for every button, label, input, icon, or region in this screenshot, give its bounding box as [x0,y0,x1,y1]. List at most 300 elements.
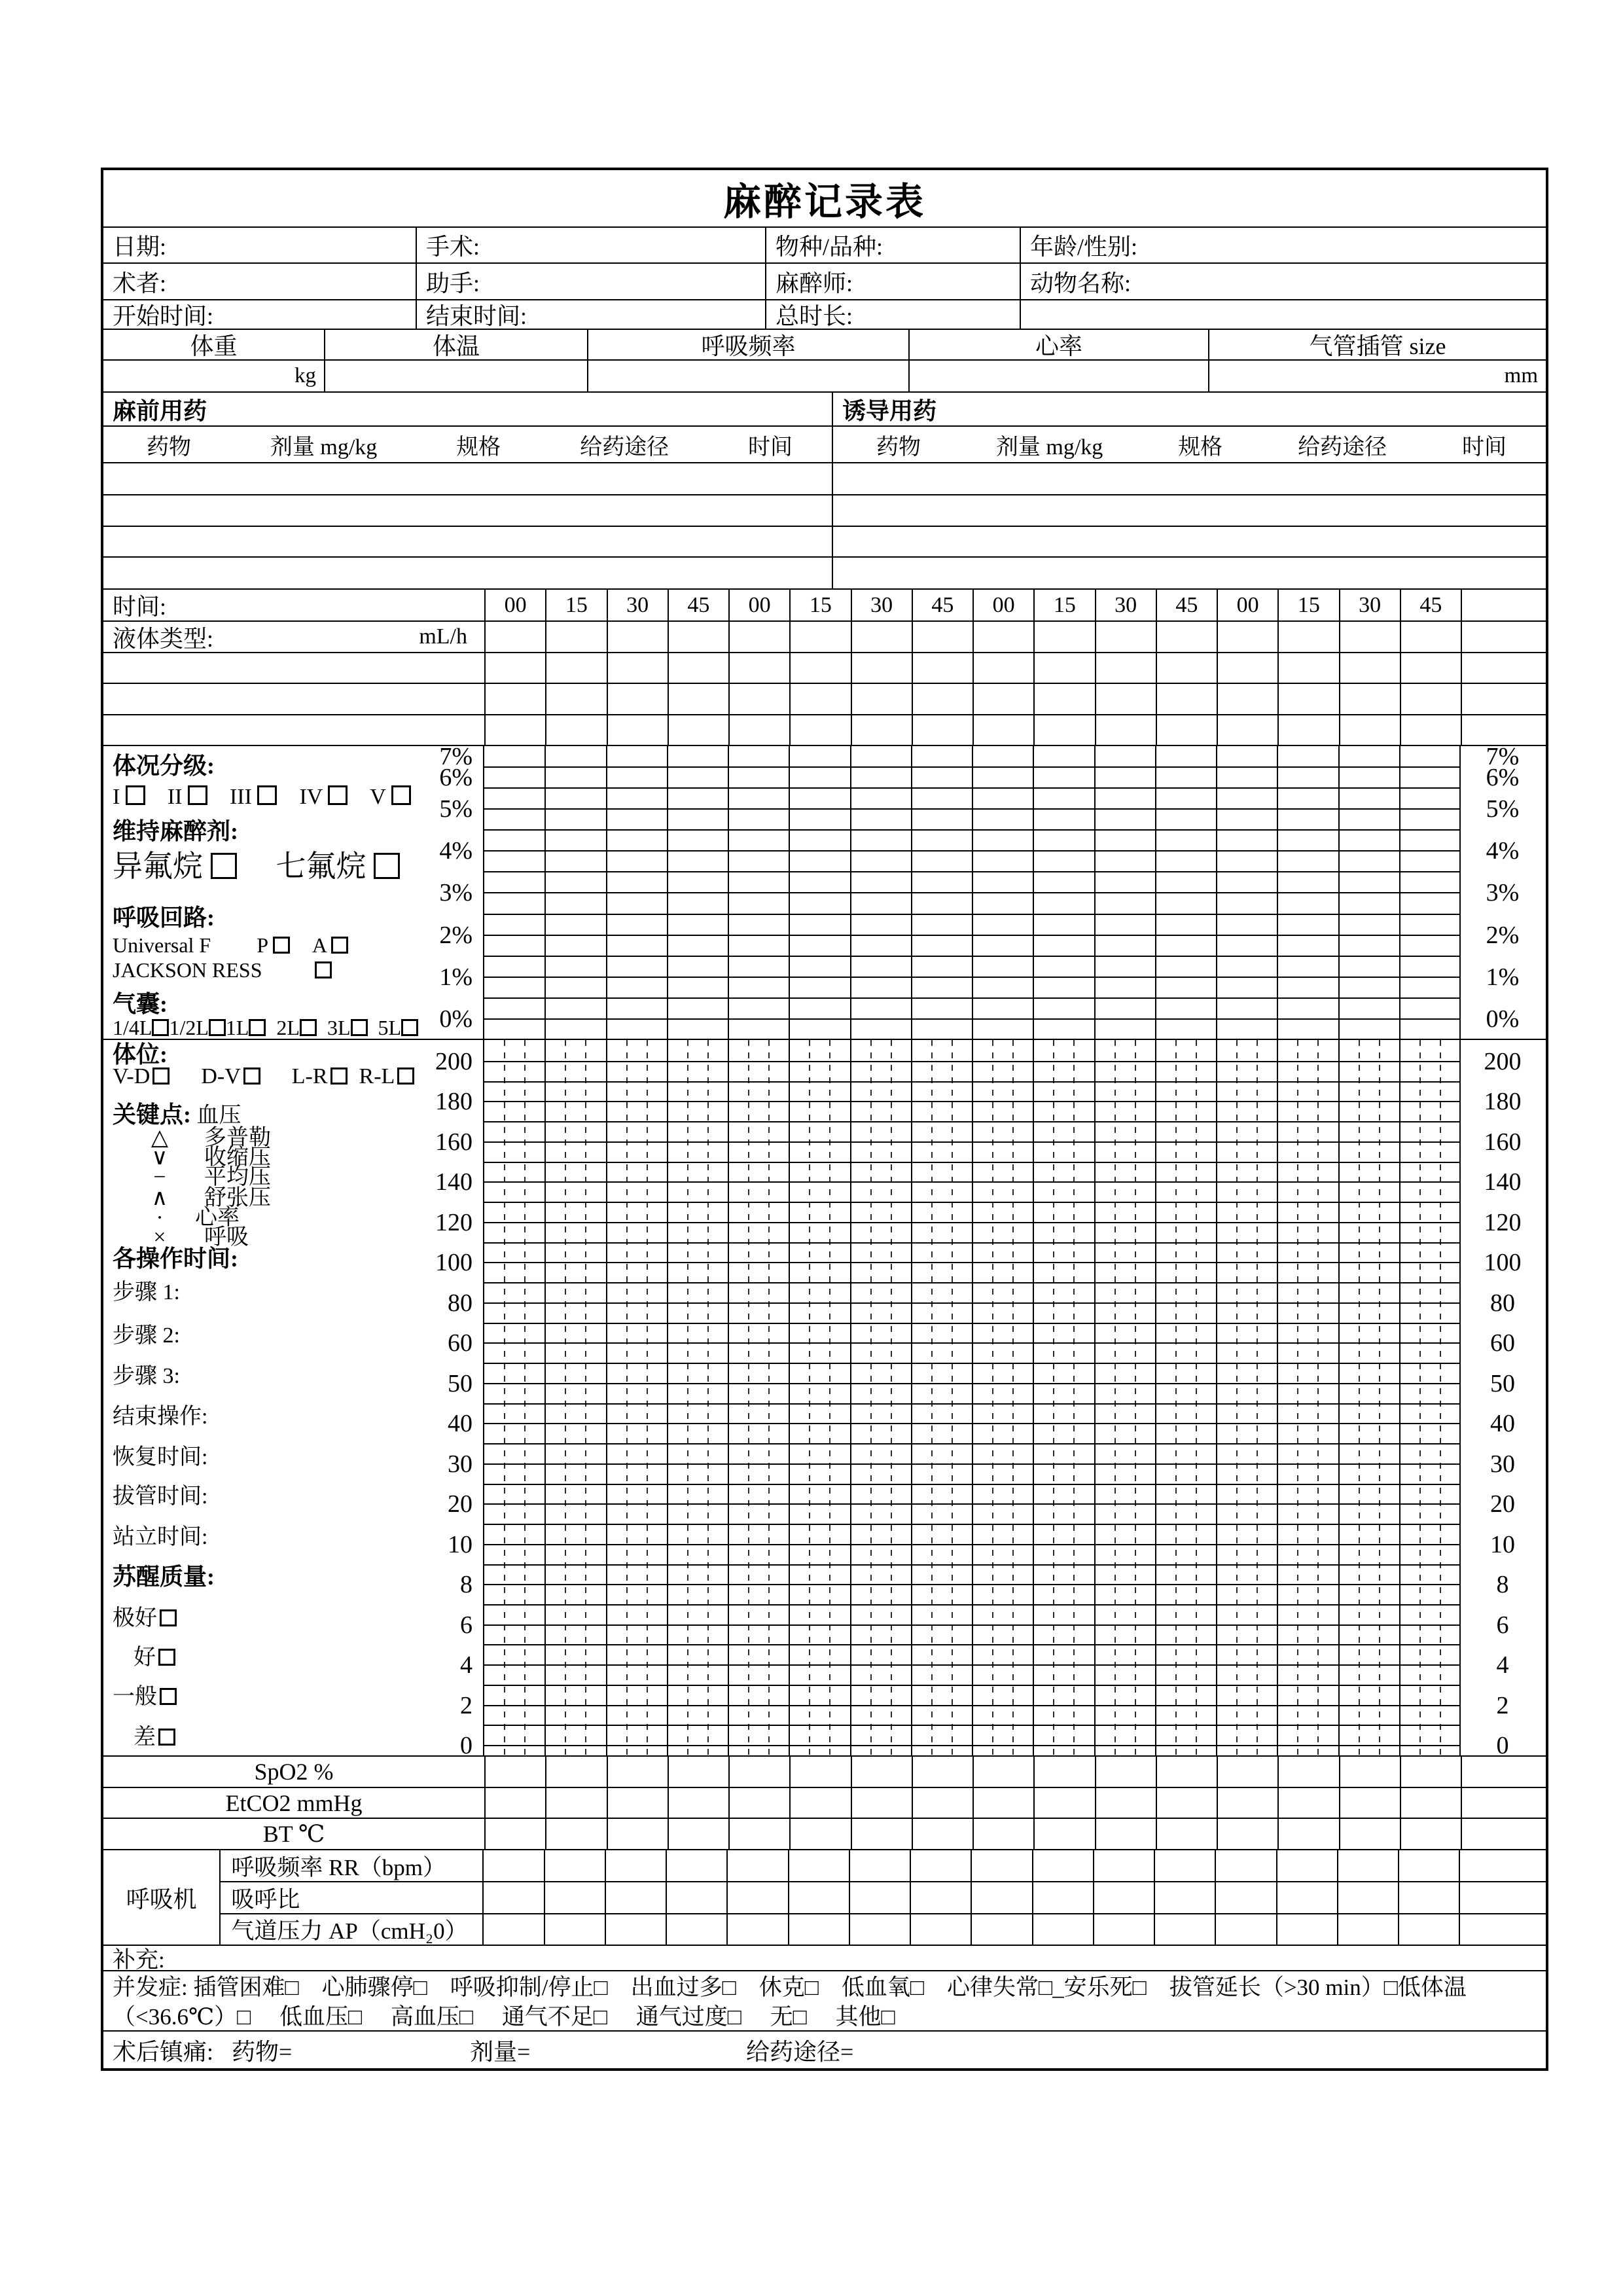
keypoints-label: 关键点: 血压 [113,1102,241,1128]
scale-label: 100 [435,1249,473,1277]
legend-diastolic: ∧ 舒张压 [113,1184,479,1213]
grid-dashed-line [1297,1040,1298,1755]
med-column-header: 剂量 mg/kg [995,435,1103,459]
grid-cell [1277,1757,1338,1787]
scale-label: 40 [1490,1410,1515,1438]
grid-dashed-line [647,1040,648,1755]
grid-cell [1276,1914,1337,1945]
etco2-label: EtCO2 mmHg [225,1789,363,1816]
grid-cell [1033,1757,1094,1787]
analgesia-route-field: 给药途径= [746,2038,854,2065]
grid-cell: 30 [1095,590,1156,620]
scale-label: 10 [1490,1530,1515,1558]
grid-cell [728,1788,789,1818]
grid-line [1094,1040,1096,1755]
scale-label: 7% [439,743,473,770]
circuit-jackson-option: JACKSON RESS [113,956,479,984]
scale-label: 120 [1484,1208,1522,1236]
scale-label: 30 [1490,1450,1515,1478]
spo2-row [103,1757,1546,1788]
grid-cell: 45 [1156,590,1217,620]
grid-line [484,1121,1459,1122]
fluid-type-label: 液体类型: [113,625,214,652]
grid-cell [607,653,668,683]
grid-line [484,1101,1459,1102]
scale-label: 5% [439,795,473,823]
grid-cell [484,684,545,714]
chevron-up-icon: ∧ [151,1186,168,1210]
scale-label: 200 [435,1048,473,1075]
grid-cell [1461,1757,1546,1787]
grid-dashed-line [1012,1040,1014,1755]
grid-cell [1215,1850,1275,1881]
grid-cell [849,1914,910,1945]
grid-cell [851,622,912,652]
grid-dashed-line [768,1040,770,1755]
grid-cell [668,715,728,745]
grid-line [1338,1040,1340,1755]
grid-dashed-line [585,1040,586,1755]
grid-cell [1033,653,1094,683]
heart-rate-value-cell [908,361,1208,391]
grid-cell [1400,622,1461,652]
grid-cell [972,1819,1033,1849]
scale-label: 60 [1490,1329,1515,1357]
grid-cell [484,653,545,683]
grid-cell [851,1788,912,1818]
med-entry-row [103,558,1546,590]
grid-cell: 00 [728,590,789,620]
scale-label: 160 [435,1128,473,1156]
triangle-up-icon: △ [151,1126,169,1150]
grid-line [484,1725,1459,1726]
grid-line [484,1624,1459,1626]
supplement-label: 补充: [113,1946,165,1973]
grid-dashed-line [1135,1040,1136,1755]
dot-icon: · [156,1206,164,1230]
scale-label: 80 [1490,1289,1515,1317]
grid-dashed-line [1257,1040,1258,1755]
scale-label: 3% [439,879,473,906]
grid-cell [666,1914,726,1945]
grid-dashed-line [992,1040,993,1755]
postop-analgesia-row [103,2032,1546,2068]
grid-line [484,956,1459,957]
grid-line [789,1040,790,1755]
recovery-fair-option: 一般 [113,1683,479,1712]
grid-line [484,1081,1459,1083]
temperature-header: 体温 [324,330,587,359]
grid-line [484,787,1459,789]
grid-cell [1277,715,1338,745]
grid-cell [972,622,1033,652]
grid-dashed-line [1053,1040,1054,1755]
grid-cell [545,1757,606,1787]
grid-cell [912,622,972,652]
grid-cell [1033,1788,1094,1818]
grid-line [484,1604,1459,1605]
info-empty-cell [1020,300,1546,329]
analgesia-drug-field: 药物= [232,2038,293,2065]
grid-cell [1217,1757,1277,1787]
med-column-header: 给药途径 [580,435,669,459]
scale-label: 4% [439,837,473,865]
grid-dashed-line [1196,1040,1197,1755]
scale-label: 140 [1484,1168,1522,1196]
recovery-time-field: 恢复时间: [113,1445,208,1469]
grid-cell [789,1757,850,1787]
legend-mean: − 平均压 [113,1163,479,1192]
grid-cell [482,1882,543,1913]
grid-cell [1400,1819,1461,1849]
grid-cell [1154,1882,1215,1913]
grid-dashed-line [1236,1040,1238,1755]
grid-cell [1461,653,1546,683]
bp-scale-left [103,1040,483,1760]
grid-cell [1277,684,1338,714]
grid-dashed-line [1379,1040,1380,1755]
grid-line [484,892,1459,893]
breathing-circuit-label: 呼吸回路: [113,905,215,931]
scale-label: 6 [1496,1611,1509,1639]
grid-cell [1032,1882,1093,1913]
grid-cell [1459,1850,1544,1881]
grid-cell: 45 [1400,590,1461,620]
respiratory-rate-header: 呼吸频率 [587,330,908,359]
date-field: 日期: [113,234,167,260]
grid-line [484,997,1459,999]
grid-line [484,1141,1459,1143]
grid-cell [1337,1850,1398,1881]
surgery-field: 手术: [416,228,765,262]
grid-line [484,808,1459,810]
grid-cell [1339,1819,1400,1849]
grid-line [484,1342,1459,1344]
grid-cell [728,1757,789,1787]
grid-cell [1339,1757,1400,1787]
grid-cell [1277,622,1338,652]
grid-cell [1400,715,1461,745]
grid-cell [971,1850,1031,1881]
grid-cell [1032,1850,1093,1881]
grid-dashed-line [524,1040,526,1755]
fluid-row [103,622,1546,653]
grid-dashed-line [952,1040,953,1755]
spo2-label: SpO2 % [254,1759,334,1785]
legend-heart-rate: · 心率 [113,1204,479,1232]
grid-cell [1217,653,1277,683]
page-title: 麻醉记录表 [722,181,926,223]
grid-cell [1033,715,1094,745]
med-column-header: 给药途径 [1298,435,1387,459]
grid-cell [726,1850,787,1881]
maintenance-anesthetic-options: 异氟烷 七氟烷 [113,852,479,881]
fluid-cells [484,622,1546,652]
grid-dashed-line [565,1040,566,1755]
scale-label: 4 [460,1651,473,1679]
scale-label: 4% [1486,837,1520,865]
ventilator-block [103,1850,1546,1946]
grid-line [484,1403,1459,1405]
grid-dashed-line [707,1040,709,1755]
grid-cell [668,1757,728,1787]
grid-cell [849,1882,910,1913]
grid-line [484,1363,1459,1364]
grid-cell [1095,1757,1156,1787]
scale-label: 100 [1484,1249,1522,1277]
scale-label: 2 [460,1691,473,1719]
postop-analgesia-label: 术后镇痛: [113,2038,214,2065]
grid-cell [1339,653,1400,683]
age-sex-field: 年龄/性别: [1020,228,1546,262]
grid-line [1155,1040,1156,1755]
scale-label: 20 [448,1490,473,1518]
grid-cell [666,1850,726,1881]
premed-title: 麻前用药 [113,397,207,424]
grid-cell [1400,684,1461,714]
grid-cell [545,653,606,683]
grid-cell: 15 [1033,590,1094,620]
anesthesia-record-form [101,168,1548,2071]
animal-name-field: 动物名称: [1020,264,1546,299]
scale-label: 2% [439,922,473,949]
grid-line [484,1383,1459,1384]
grid-cell [484,1819,545,1849]
grid-cell [1277,1788,1338,1818]
grid-line [484,1242,1459,1244]
scale-label: 3% [1486,879,1520,906]
grid-cell [728,715,789,745]
grid-cell [605,1914,666,1945]
grid-line [484,1484,1459,1485]
scale-label: 180 [1484,1088,1522,1116]
grid-cell [910,1850,971,1881]
grid-cell [789,715,850,745]
grid-cell [728,1819,789,1849]
time-header-row [103,590,1546,622]
etco2-row [103,1788,1546,1819]
grid-cell [1461,590,1546,620]
grid-line [850,1040,851,1755]
et-tube-unit: mm [1208,361,1546,391]
grid-cell [1093,1882,1154,1913]
grid-cell [1217,1819,1277,1849]
grid-cell: 30 [607,590,668,620]
scale-label: 20 [1490,1490,1515,1518]
grid-cell [1156,715,1217,745]
med-entry-row [103,463,1546,495]
grid-cell [1033,684,1094,714]
grid-cell: 00 [1217,590,1277,620]
vitals-chart-section [103,1040,1546,1760]
grid-cell [1217,715,1277,745]
scale-label: 80 [448,1289,473,1317]
weight-header: 体重 [190,333,238,359]
grid-cell [971,1882,1031,1913]
grid-dashed-line [1175,1040,1177,1755]
bp-scale-right [1459,1040,1544,1760]
grid-cell [728,622,789,652]
scale-label: 6 [460,1611,473,1639]
grid-cell [607,622,668,652]
weight-unit: kg [294,364,316,387]
recovery-good-option: 好 [134,1643,479,1672]
grid-line [1216,1040,1217,1755]
dash-icon: − [153,1165,166,1189]
grid-cell [1400,1757,1461,1787]
grid-cell [728,684,789,714]
ventilator-ie-ratio-label: 吸呼比 [231,1886,300,1912]
recovery-quality-label: 苏醒质量: [113,1564,215,1590]
grid-cell [1461,715,1546,745]
grid-dashed-line [891,1040,892,1755]
grid-cell [1459,1914,1544,1945]
grid-cell [1461,622,1546,652]
grid-line [484,1685,1459,1686]
grid-cell [1217,684,1277,714]
grid-cell [849,1850,910,1881]
complications-row [103,1971,1546,2032]
grid-cell [1156,622,1217,652]
vitals-unit-row [103,361,1546,393]
info-row-3 [103,300,1546,330]
complications-line-2: （<36.6℃）□ 低血压□ 高血压□ 通气不足□ 通气过度□ 无□ 其他□ [113,2004,895,2030]
grid-cell [545,1788,606,1818]
grid-cell [912,684,972,714]
grid-line [484,829,1459,831]
grid-cell: 15 [545,590,606,620]
grid-cell [1217,622,1277,652]
chart-legend-panel [103,1040,484,1760]
grid-line [484,1564,1459,1566]
grid-cell [972,684,1033,714]
grid-cell [789,1788,850,1818]
grid-cell [607,715,668,745]
grid-line [484,1061,1459,1062]
grid-cell [726,1882,787,1913]
grid-line [484,1222,1459,1223]
grid-cell [851,1757,912,1787]
ventilator-ie-ratio-row [221,1882,1546,1914]
grid-cell [1339,1788,1400,1818]
grid-cell [789,1819,850,1849]
grid-line [484,1524,1459,1525]
grid-cell [1337,1914,1398,1945]
grid-line [484,1302,1459,1304]
grid-line [606,1040,607,1755]
scale-label: 0% [1486,1005,1520,1033]
grid-dashed-line [1317,1040,1319,1755]
grid-cell [484,1757,545,1787]
scale-label: 8 [460,1571,473,1599]
percent-scale-left [103,743,483,1039]
et-tube-header: 气管插管 size [1208,330,1546,359]
grid-cell [726,1914,787,1945]
grid-cell [972,653,1033,683]
grid-dashed-line [1115,1040,1116,1755]
grid-dashed-line [1359,1040,1360,1755]
grid-cell [1339,715,1400,745]
grid-cell [910,1914,971,1945]
scale-label: 7% [1486,743,1520,770]
grid-cell: 15 [1277,590,1338,620]
scale-label: 0% [439,1005,473,1033]
grid-line [972,1040,973,1755]
time-label: 时间: [113,594,167,620]
grid-cell [1398,1850,1459,1881]
grid-cell [851,684,912,714]
grid-cell [1156,1819,1217,1849]
scale-label: 6% [439,764,473,791]
grid-dashed-line [829,1040,830,1755]
legend-systolic: ∨ 收缩压 [113,1143,479,1172]
grid-dashed-line [504,1040,505,1755]
med-columns-row [103,427,1546,463]
grid-line [484,1745,1459,1746]
grid-cell [1398,1882,1459,1913]
induction-column-headers [833,429,1546,461]
grid-cell [788,1882,849,1913]
grid-dashed-line [1073,1040,1075,1755]
fluid-entry-row [103,684,1546,715]
grid-cell [607,684,668,714]
grid-line [1033,1040,1034,1755]
grid-cell: 00 [484,590,545,620]
grid-line [484,1584,1459,1585]
grid-cell [1276,1882,1337,1913]
grid-line [484,1463,1459,1465]
grid-cell [668,1819,728,1849]
grid-cell: 45 [912,590,972,620]
grid-dashed-line [687,1040,688,1755]
grid-cell [1095,622,1156,652]
grid-cell [1154,1914,1215,1945]
grid-cell [1095,684,1156,714]
body-temp-label: BT ℃ [262,1821,325,1847]
grid-dashed-line [1440,1040,1441,1755]
scale-label: 60 [448,1329,473,1357]
grid-cell [1154,1850,1215,1881]
grid-cell [1095,653,1156,683]
grid-dashed-line [870,1040,872,1755]
supplement-row [103,1946,1546,1971]
end-time-field: 结束时间: [416,300,765,329]
step-1-field: 步骤 1: [113,1280,180,1304]
grid-line [484,1181,1459,1183]
grid-cell [789,653,850,683]
grid-cell [668,653,728,683]
med-column-header: 剂量 mg/kg [270,435,378,459]
grid-cell [482,1914,543,1945]
grid-cell [851,653,912,683]
scale-label: 4 [1496,1651,1509,1679]
rebreathing-bag-label: 气囊: [113,991,168,1017]
scale-label: 180 [435,1088,473,1116]
grid-dashed-line [1419,1040,1421,1755]
grid-cell [912,653,972,683]
grid-line [911,1040,912,1755]
grid-line [1277,1040,1278,1755]
grid-cell [1461,1819,1546,1849]
grid-cell [789,622,850,652]
scale-label: 120 [435,1208,473,1236]
temperature-value-cell [324,361,587,391]
grid-cell [607,1788,668,1818]
step-2-field: 步骤 2: [113,1323,180,1348]
med-column-header: 规格 [456,435,501,459]
total-duration-field: 总时长: [765,300,1020,329]
grid-line [484,1664,1459,1666]
